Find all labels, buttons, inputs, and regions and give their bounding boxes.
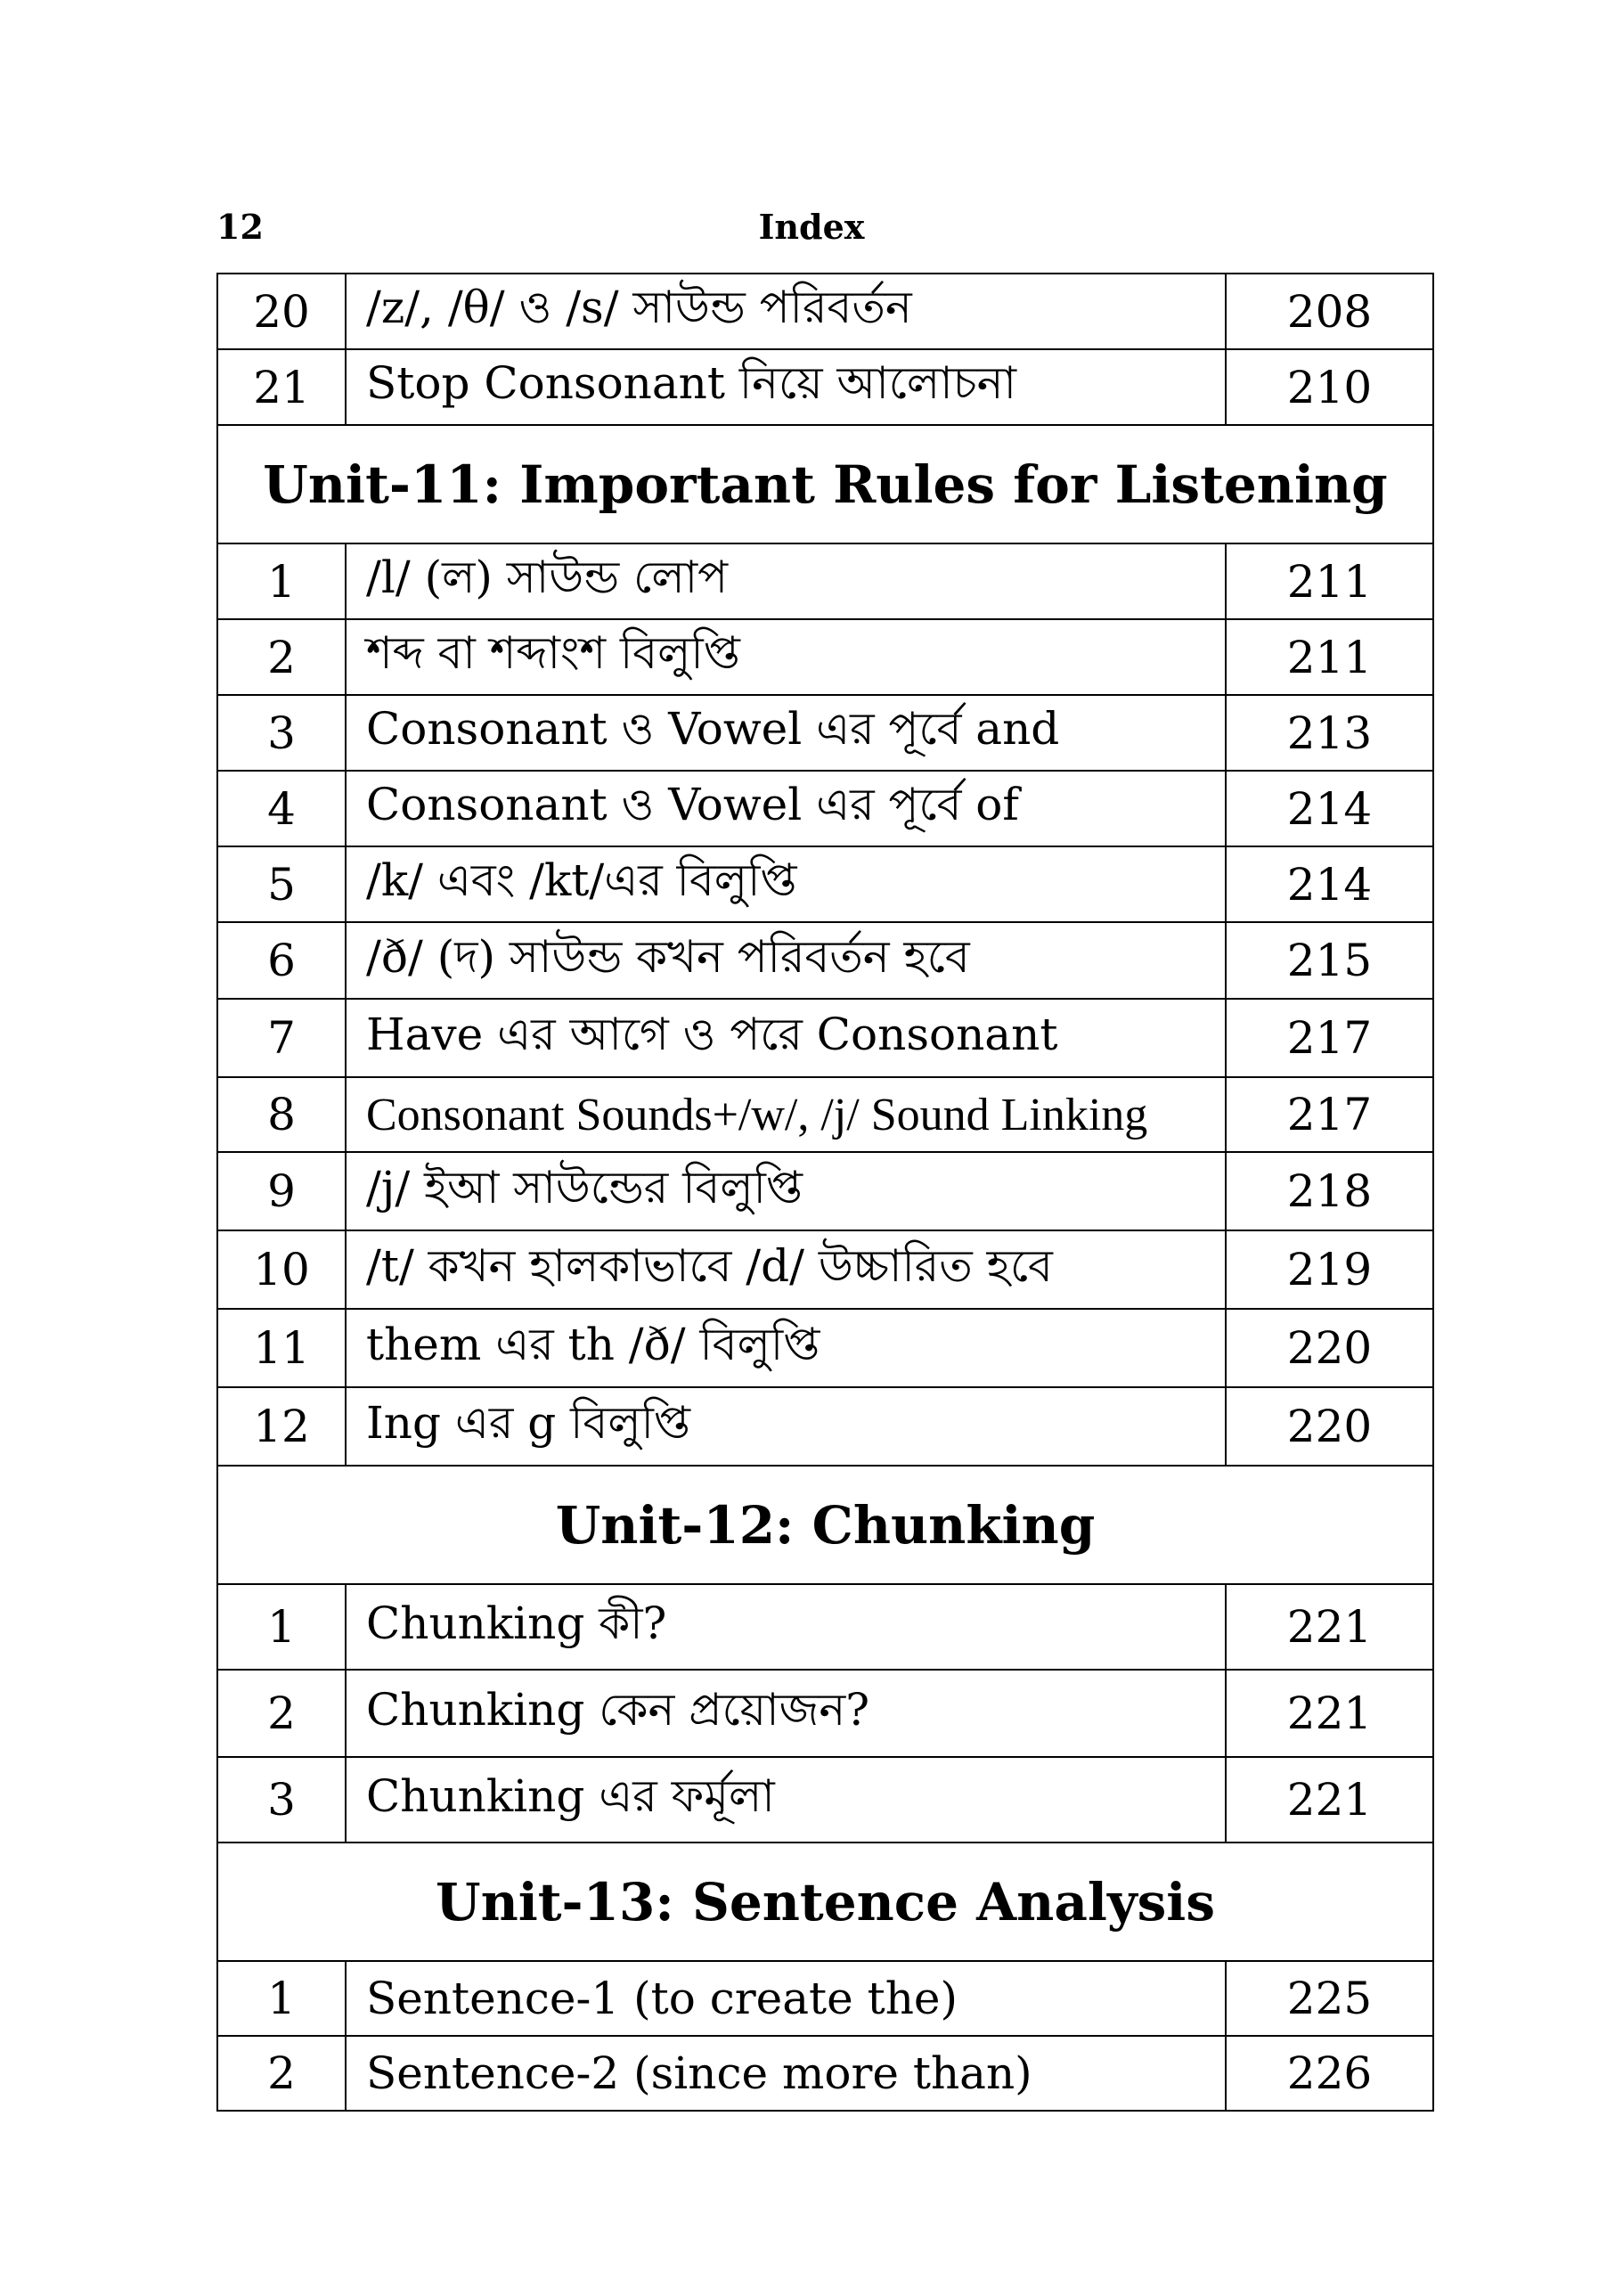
entry-title: Sentence-1 (to create the)	[346, 1961, 1226, 2036]
entry-page: 225	[1226, 1961, 1433, 2036]
entry-title: Chunking কেন প্রয়োজন?	[346, 1670, 1226, 1757]
entry-page: 220	[1226, 1309, 1433, 1387]
table-row	[217, 1230, 1433, 1309]
unit-heading-row	[217, 1466, 1433, 1584]
table-row	[217, 2036, 1433, 2111]
entry-number: 20	[217, 274, 346, 349]
unit-heading-row	[217, 1843, 1433, 1961]
entry-title: /t/ কখন হালকাভাবে /d/ উচ্চারিত হবে	[346, 1230, 1226, 1309]
entry-page: 208	[1226, 274, 1433, 349]
entry-page: 211	[1226, 619, 1433, 695]
table-row	[217, 619, 1433, 695]
table-row	[217, 999, 1433, 1077]
entry-number: 6	[217, 922, 346, 999]
entry-page: 218	[1226, 1152, 1433, 1230]
entry-page: 211	[1226, 543, 1433, 619]
entry-title: them এর th /ð/ বিলুপ্তি	[346, 1309, 1226, 1387]
entry-title: /l/ (ল) সাউন্ড লোপ	[346, 543, 1226, 619]
table-row	[217, 1757, 1433, 1843]
entry-title: Stop Consonant নিয়ে আলোচনা	[346, 349, 1226, 425]
entry-page: 210	[1226, 349, 1433, 425]
entry-page: 213	[1226, 695, 1433, 771]
entry-number: 2	[217, 2036, 346, 2111]
entry-number: 1	[217, 1961, 346, 2036]
entry-page: 226	[1226, 2036, 1433, 2111]
entry-number: 1	[217, 543, 346, 619]
entry-page: 217	[1226, 1077, 1433, 1152]
table-row	[217, 1077, 1433, 1152]
unit-heading: Unit-12: Chunking	[217, 1466, 1433, 1584]
entry-title: Ing এর g বিলুপ্তি	[346, 1387, 1226, 1466]
entry-number: 4	[217, 771, 346, 846]
entry-title: Have এর আগে ও পরে Consonant	[346, 999, 1226, 1077]
entry-number: 2	[217, 1670, 346, 1757]
table-row	[217, 1152, 1433, 1230]
entry-number: 9	[217, 1152, 346, 1230]
unit-heading-row	[217, 425, 1433, 543]
table-row	[217, 1309, 1433, 1387]
table-row	[217, 1961, 1433, 2036]
entry-number: 7	[217, 999, 346, 1077]
entry-title: /z/, /θ/ ও /s/ সাউন্ড পরিবর্তন	[346, 274, 1226, 349]
entry-number: 2	[217, 619, 346, 695]
entry-title: Chunking এর ফর্মূলা	[346, 1757, 1226, 1843]
table-row	[217, 274, 1433, 349]
entry-page: 217	[1226, 999, 1433, 1077]
unit-heading: Unit-11: Important Rules for Listening	[217, 425, 1433, 543]
table-row	[217, 846, 1433, 922]
entry-page: 219	[1226, 1230, 1433, 1309]
entry-page: 214	[1226, 771, 1433, 846]
entry-title: Chunking কী?	[346, 1584, 1226, 1670]
running-title: Index	[758, 207, 865, 247]
entry-page: 220	[1226, 1387, 1433, 1466]
entry-number: 21	[217, 349, 346, 425]
entry-title: Consonant Sounds+/w/, /j/ Sound Linking	[346, 1077, 1226, 1152]
entry-page: 215	[1226, 922, 1433, 999]
entry-number: 10	[217, 1230, 346, 1309]
table-row	[217, 922, 1433, 999]
unit-heading: Unit-13: Sentence Analysis	[217, 1843, 1433, 1961]
entry-number: 1	[217, 1584, 346, 1670]
index-table	[216, 273, 1434, 2112]
table-row	[217, 695, 1433, 771]
entry-number: 3	[217, 1757, 346, 1843]
entry-number: 8	[217, 1077, 346, 1152]
page-number: 12	[216, 207, 264, 247]
table-row	[217, 1387, 1433, 1466]
entry-title: /j/ ইআ সাউন্ডের বিলুপ্তি	[346, 1152, 1226, 1230]
entry-number: 5	[217, 846, 346, 922]
entry-number: 11	[217, 1309, 346, 1387]
table-row	[217, 349, 1433, 425]
entry-page: 221	[1226, 1670, 1433, 1757]
entry-page: 214	[1226, 846, 1433, 922]
entry-number: 3	[217, 695, 346, 771]
entry-page: 221	[1226, 1757, 1433, 1843]
entry-title: Consonant ও Vowel এর পূর্বে of	[346, 771, 1226, 846]
entry-title: শব্দ বা শব্দাংশ বিলুপ্তি	[346, 619, 1226, 695]
table-row	[217, 543, 1433, 619]
table-row	[217, 1584, 1433, 1670]
entry-page: 221	[1226, 1584, 1433, 1670]
table-row	[217, 1670, 1433, 1757]
entry-title: /k/ এবং /kt/এর বিলুপ্তি	[346, 846, 1226, 922]
entry-title: /ð/ (দ) সাউন্ড কখন পরিবর্তন হবে	[346, 922, 1226, 999]
entry-number: 12	[217, 1387, 346, 1466]
entry-title: Sentence-2 (since more than)	[346, 2036, 1226, 2111]
table-row	[217, 771, 1433, 846]
entry-title: Consonant ও Vowel এর পূর্বে and	[346, 695, 1226, 771]
